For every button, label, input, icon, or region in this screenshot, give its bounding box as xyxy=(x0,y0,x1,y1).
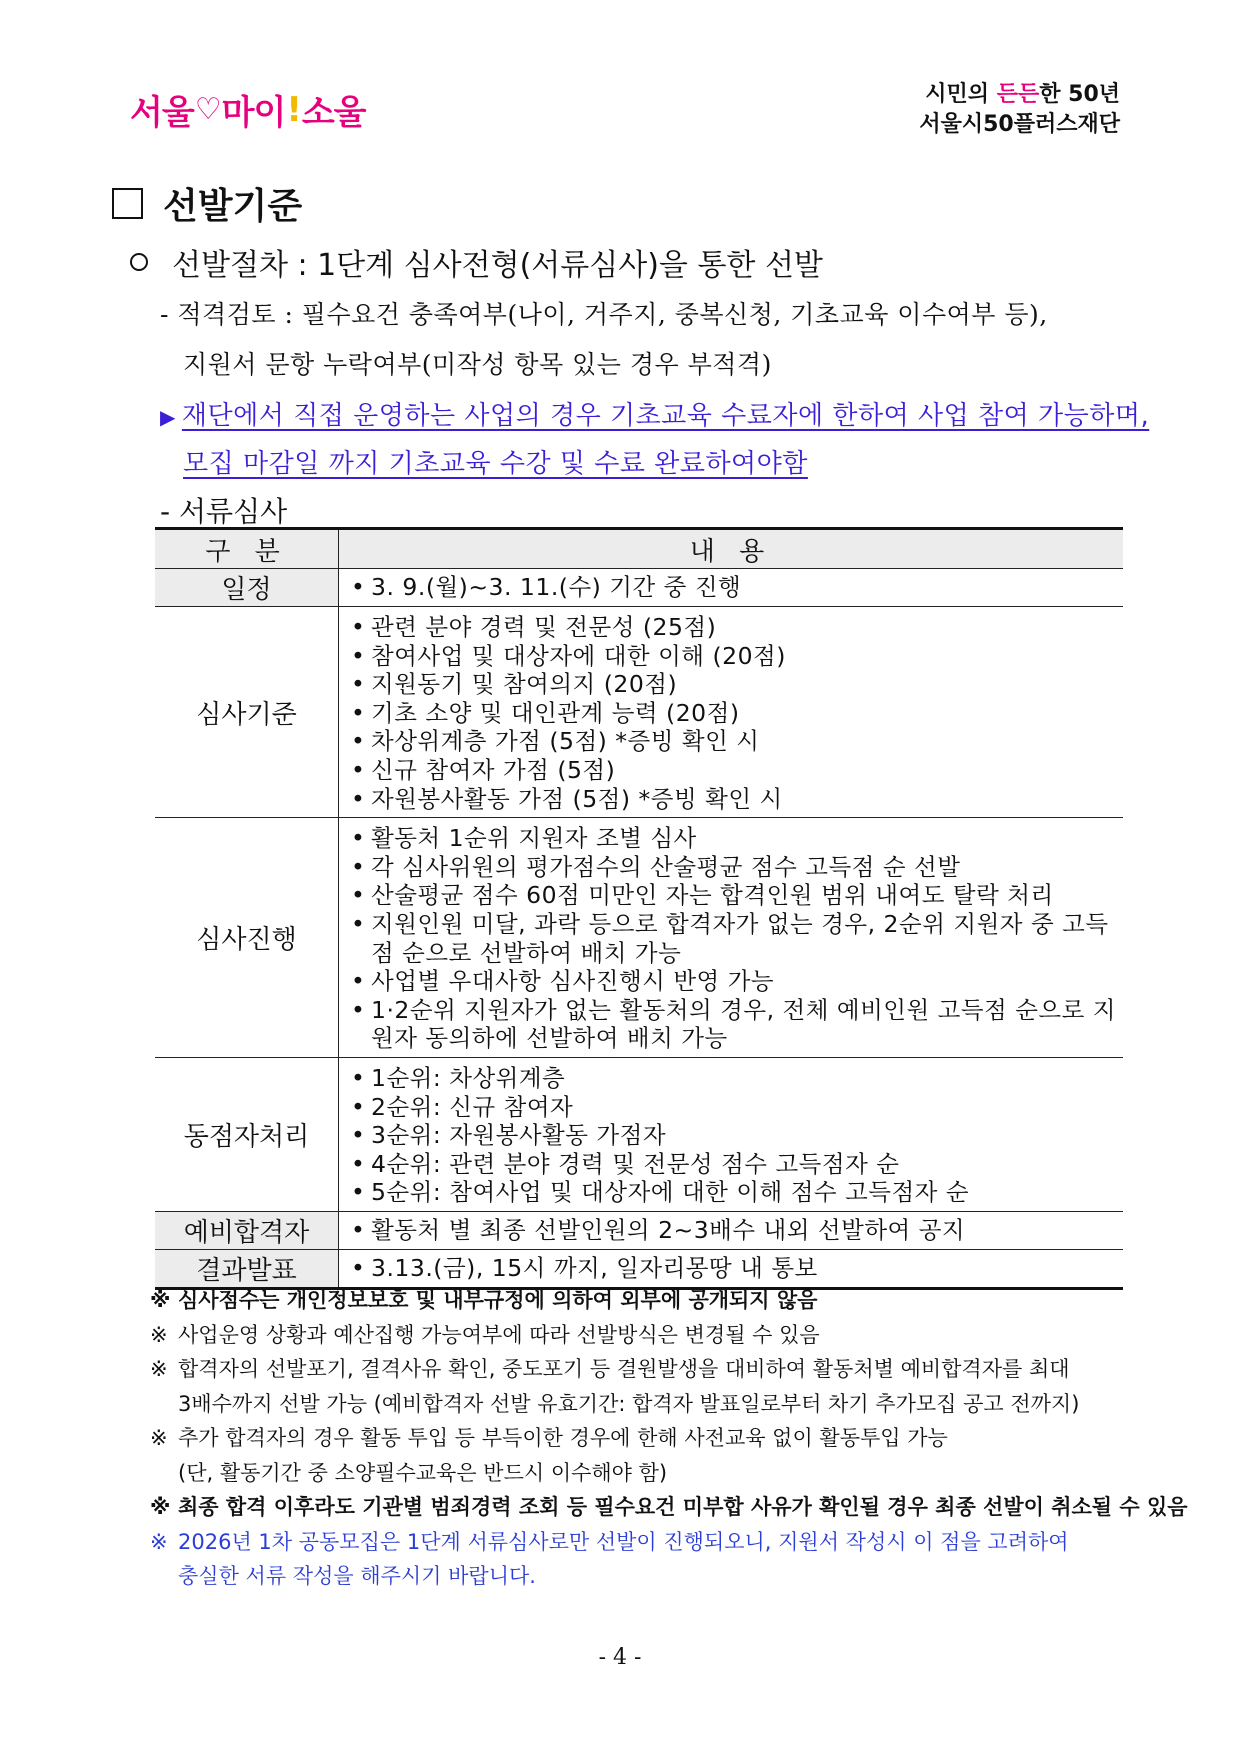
note-6-continued: 충실한 서류 작성을 해주시기 바랍니다. xyxy=(178,1564,536,1588)
heart-icon: ♡ xyxy=(194,92,221,127)
note-5: ※ 최종 합격 이후라도 기관별 범죄경력 조회 등 필수요건 미부합 사유가 확인될 경우 최종 선발이 취소될 수 있음 xyxy=(150,1490,1130,1525)
list-item: • 신규 참여자 가점 (5점) xyxy=(349,756,1123,785)
triangle-arrow-icon: ▶ xyxy=(160,405,176,429)
list-item: • 2순위: 신규 참여자 xyxy=(349,1093,1123,1122)
section-title: 선발기준 xyxy=(163,186,303,227)
reference-mark-icon: ※ xyxy=(150,1322,168,1347)
logo-text-seoul: 서울 xyxy=(130,93,194,133)
list-item: • 3순위: 자원봉사활동 가점자 xyxy=(349,1121,1123,1150)
note-6: ※ 2026년 1차 공동모집은 1단계 서류심사로만 선발이 진행되오니, 지원서 작성시 이 점을 고려하여 xyxy=(150,1525,1130,1560)
note-2: ※ 사업운영 상황과 예산집행 가능여부에 따라 선발방식은 변경될 수 있음 xyxy=(150,1318,1130,1353)
notice-text-2: 모집 마감일 까지 기초교육 수강 및 수료 완료하여야함 xyxy=(183,449,808,479)
list-item: • 각 심사위원의 평가점수의 산술평균 점수 고득점 순 선발 xyxy=(349,853,1123,882)
notice-text-1: 재단에서 직접 운영하는 사업의 경우 기초교육 수료자에 한하여 사업 참여 가능하며, xyxy=(181,401,1150,431)
row-content xyxy=(339,818,1124,1058)
notice-line-1 xyxy=(160,395,1149,432)
list-item: • 지원동기 및 참여의지 (20점) xyxy=(349,670,1123,699)
row-category: 결과발표 xyxy=(155,1249,339,1288)
circle-bullet-icon xyxy=(130,253,148,271)
list-item: • 사업별 우대사항 심사진행시 반영 가능 xyxy=(349,967,1123,996)
eligibility-line-1: - 적격검토 : 필수요건 충족여부(나이, 거주지, 중복신청, 기초교육 이수여부 등), xyxy=(160,300,1048,329)
page-number: - 4 - xyxy=(598,1645,642,1670)
foundation-name: 서울시50플러스재단 xyxy=(919,112,1120,137)
row-content xyxy=(339,1211,1124,1249)
list-item: • 관련 분야 경력 및 전문성 (25점) xyxy=(349,613,1123,642)
table-row xyxy=(155,1057,1123,1211)
row-category: 동점자처리 xyxy=(155,1057,339,1211)
list-item: • 3. 9.(월)~3. 11.(수) 기간 중 진행 xyxy=(349,573,1123,602)
list-item: • 참여사업 및 대상자에 대한 이해 (20점) xyxy=(349,642,1123,671)
section-heading xyxy=(112,178,302,229)
list-item: • 산술평균 점수 60점 미만인 자는 합격인원 범위 내여도 탈락 처리 xyxy=(349,881,1123,910)
table-row xyxy=(155,818,1123,1058)
notice-line-2 xyxy=(183,443,808,480)
doc-review-label: - 서류심사 xyxy=(160,495,288,528)
table-header-row xyxy=(155,529,1123,569)
list-item: • 활동처 1순위 지원자 조별 심사 xyxy=(349,824,1123,853)
list-item: • 활동처 별 최종 선발인원의 2~3배수 내외 선발하여 공지 xyxy=(349,1216,1123,1245)
logo-text-soul: 소울 xyxy=(301,93,366,133)
header-category: 구 분 xyxy=(155,529,339,569)
row-category: 예비합격자 xyxy=(155,1211,339,1249)
list-item: • 3.13.(금), 15시 까지, 일자리몽땅 내 통보 xyxy=(349,1254,1123,1283)
list-item: • 자원봉사활동 가점 (5점) *증빙 확인 시 xyxy=(349,785,1123,814)
table-row xyxy=(155,607,1123,818)
list-item: • 기초 소양 및 대인관계 능력 (20점) xyxy=(349,699,1123,728)
list-item: • 차상위계층 가점 (5점) *증빙 확인 시 xyxy=(349,727,1123,756)
note-4-continued: (단, 활동기간 중 소양필수교육은 반드시 이수해야 함) xyxy=(178,1460,668,1485)
logo-text-my: 마이 xyxy=(221,93,286,133)
reference-mark-icon: ※ xyxy=(150,1529,168,1554)
reference-mark-icon: ※ xyxy=(150,1357,168,1381)
list-item: • 4순위: 관련 분야 경력 및 전문성 점수 고득점자 순 xyxy=(349,1150,1123,1179)
list-item: • 1순위: 차상위계층 xyxy=(349,1064,1123,1093)
row-category: 심사기준 xyxy=(155,607,339,818)
reference-mark-icon: ※ xyxy=(150,1495,171,1519)
list-item: • 5순위: 참여사업 및 대상자에 대한 이해 점수 고득점자 순 xyxy=(349,1178,1123,1207)
note-3-continued: 3배수까지 선발 가능 (예비합격자 선발 유효기간: 합격자 발표일로부터 차기 추가모집 공고 전까지) xyxy=(178,1391,1080,1416)
row-content xyxy=(339,1057,1124,1211)
foundation-slogan: 시민의 든든한 50년 xyxy=(925,82,1120,107)
header-content: 내 용 xyxy=(339,529,1124,569)
notes-section xyxy=(150,1283,1188,1594)
eligibility-line-2: 지원서 문항 누락여부(미작성 항목 있는 경우 부적격) xyxy=(183,350,772,379)
foundation-logo xyxy=(919,80,1120,140)
table-row xyxy=(155,569,1123,607)
note-3: ※ 합격자의 선발포기, 결격사유 확인, 중도포기 등 결원발생을 대비하여 활동처별 예비합격자를 최대 xyxy=(150,1352,1130,1387)
seoul-my-soul-logo xyxy=(130,85,366,134)
list-item: • 지원인원 미달, 과락 등으로 합격자가 없는 경우, 2순위 지원자 중 고득점 순으로 선발하여 배치 가능 xyxy=(349,910,1123,967)
row-category: 심사진행 xyxy=(155,818,339,1058)
reference-mark-icon: ※ xyxy=(150,1426,168,1450)
list-item: • 1·2순위 지원자가 없는 활동처의 경우, 전체 예비인원 고득점 순으로 지원자 동의하에 선발하여 배치 가능 xyxy=(349,996,1123,1053)
note-1: ※ 심사점수는 개인정보보호 및 내부규정에 의하여 외부에 공개되지 않음 xyxy=(150,1283,1130,1318)
row-category: 일정 xyxy=(155,569,339,607)
procedure-text: 선발절차 : 1단계 심사전형(서류심사)을 통한 선발 xyxy=(172,248,823,283)
reference-mark-icon: ※ xyxy=(150,1288,171,1312)
square-bullet-icon xyxy=(112,188,143,219)
selection-criteria-table xyxy=(155,527,1123,1290)
row-content xyxy=(339,569,1124,607)
table-row xyxy=(155,1211,1123,1249)
note-4: ※ 추가 합격자의 경우 활동 투입 등 부득이한 경우에 한해 사전교육 없이 활동투입 가능 xyxy=(150,1421,1130,1456)
procedure-heading xyxy=(130,240,823,284)
row-content xyxy=(339,607,1124,818)
exclamation-icon: ! xyxy=(286,89,301,130)
